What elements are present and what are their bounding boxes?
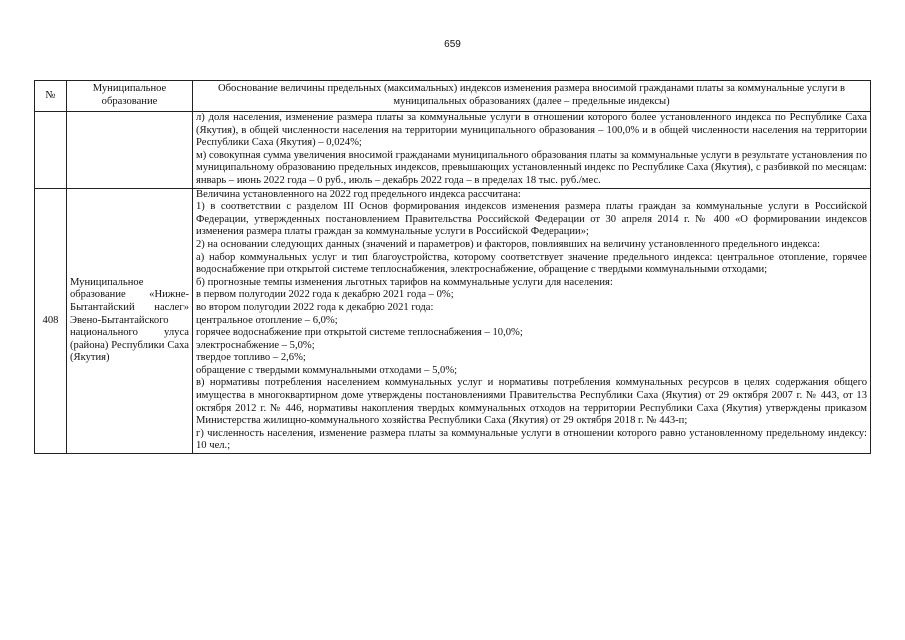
paragraph: Величина установленного на 2022 год предельного индекса рассчитана: (196, 188, 521, 200)
paragraph: электроснабжение – 5,0%; (196, 339, 315, 351)
table-header-row (35, 81, 871, 112)
header-justification: Обоснование величины предельных (максимальных) индексов изменения размера вносимой гражданами платы за коммунальные услуги в муниципальных образованиях (далее – предельные индексы) (193, 81, 871, 112)
paragraph: в первом полугодии 2022 года к декабрю 2021 года – 0%; (196, 289, 454, 301)
paragraph: во втором полугодии 2022 года к декабрю 2021 года: (196, 301, 434, 313)
paragraph: б) прогнозные темпы изменения льготных тарифов на коммунальные услуги для населения: (196, 276, 613, 288)
row-justification (193, 112, 871, 189)
table-row (35, 188, 871, 453)
header-municipality: Муниципальное образование (67, 81, 193, 112)
municipality-name: Муниципальное образование «Нижне-Бытантайский наслег» Эвено-Бытантайского национального улуса (района) Республики Саха (Якутия) (70, 276, 189, 364)
row-municipality (67, 112, 193, 189)
paragraph: л) доля населения, изменение размера платы за коммунальные услуги в отношении которого более установленного индекса по Республике Саха (Якутия), в общей численности населения на территории муниципального образования – 100,0% и в общей численности населения на территории Республики Саха (Якутия) – 0,024%; (196, 112, 867, 149)
paragraph: в) нормативы потребления населением коммунальных услуг и нормативы потребления коммунальных ресурсов в целях содержания общего имущества в многоквартирном доме утверждены постановлениями Правительства Республики Саха (Якутия) от 29 октября 2007 г. № 443, от 13 октября 2012 г. № 446, нормативы накопления твердых коммунальных отходов на территории Республики Саха (Якутия) утверждены приказом Министерства жилищно-коммунального хозяйства Республики Саха (Якутия) от 29 октября 2018 г. № 443-п; (196, 377, 867, 427)
row-municipality (67, 188, 193, 453)
paragraph: м) совокупная сумма увеличения вносимой гражданами муниципального образования платы за коммунальные услуги в результате установления по муниципальному образованию предельных индексов, превышающих установленный индекс по Республике Саха (Якутия), с разбивкой по месяцам: январь – июнь 2022 года – 0 руб., июль – декабрь 2022 года – в пределах 18 тыс. руб./мес. (196, 149, 867, 186)
table-row (35, 112, 871, 189)
page-number: 659 (444, 39, 461, 50)
row-num: 408 (35, 188, 67, 453)
paragraph: твердое топливо – 2,6%; (196, 352, 306, 364)
header-num: № (35, 81, 67, 112)
row-num (35, 112, 67, 189)
paragraph: 2) на основании следующих данных (значений и параметров) и факторов, повлиявших на величину установленного предельного индекса: (196, 238, 821, 250)
paragraph: 1) в соответствии с разделом III Основ формирования индексов изменения размера платы граждан за коммунальные услуги в Российской Федерации, утвержденных постановлением Правительства Российской Федерации от 30 апреля 2014 г. № 400 «О формировании индексов изменения размера платы граждан за коммунальные услуги в Российской Федерации»; (196, 201, 867, 238)
paragraph: горячее водоснабжение при открытой системе теплоснабжения – 10,0%; (196, 327, 523, 339)
row-justification (193, 188, 871, 453)
paragraph: центральное отопление – 6,0%; (196, 314, 338, 326)
paragraph: г) численность населения, изменение размера платы за коммунальные услуги в отношении которого равно установленному предельному индексу: 10 чел.; (196, 427, 867, 452)
paragraph: а) набор коммунальных услуг и тип благоустройства, которому соответствует значение предельного индекса: центральное отопление, горячее водоснабжение при открытой системе теплоснабжения, электроснабжение, обращение с твердыми коммунальными отходами; (196, 251, 867, 276)
paragraph: обращение с твердыми коммунальными отходами – 5,0%; (196, 364, 458, 376)
limit-index-table (34, 80, 871, 454)
